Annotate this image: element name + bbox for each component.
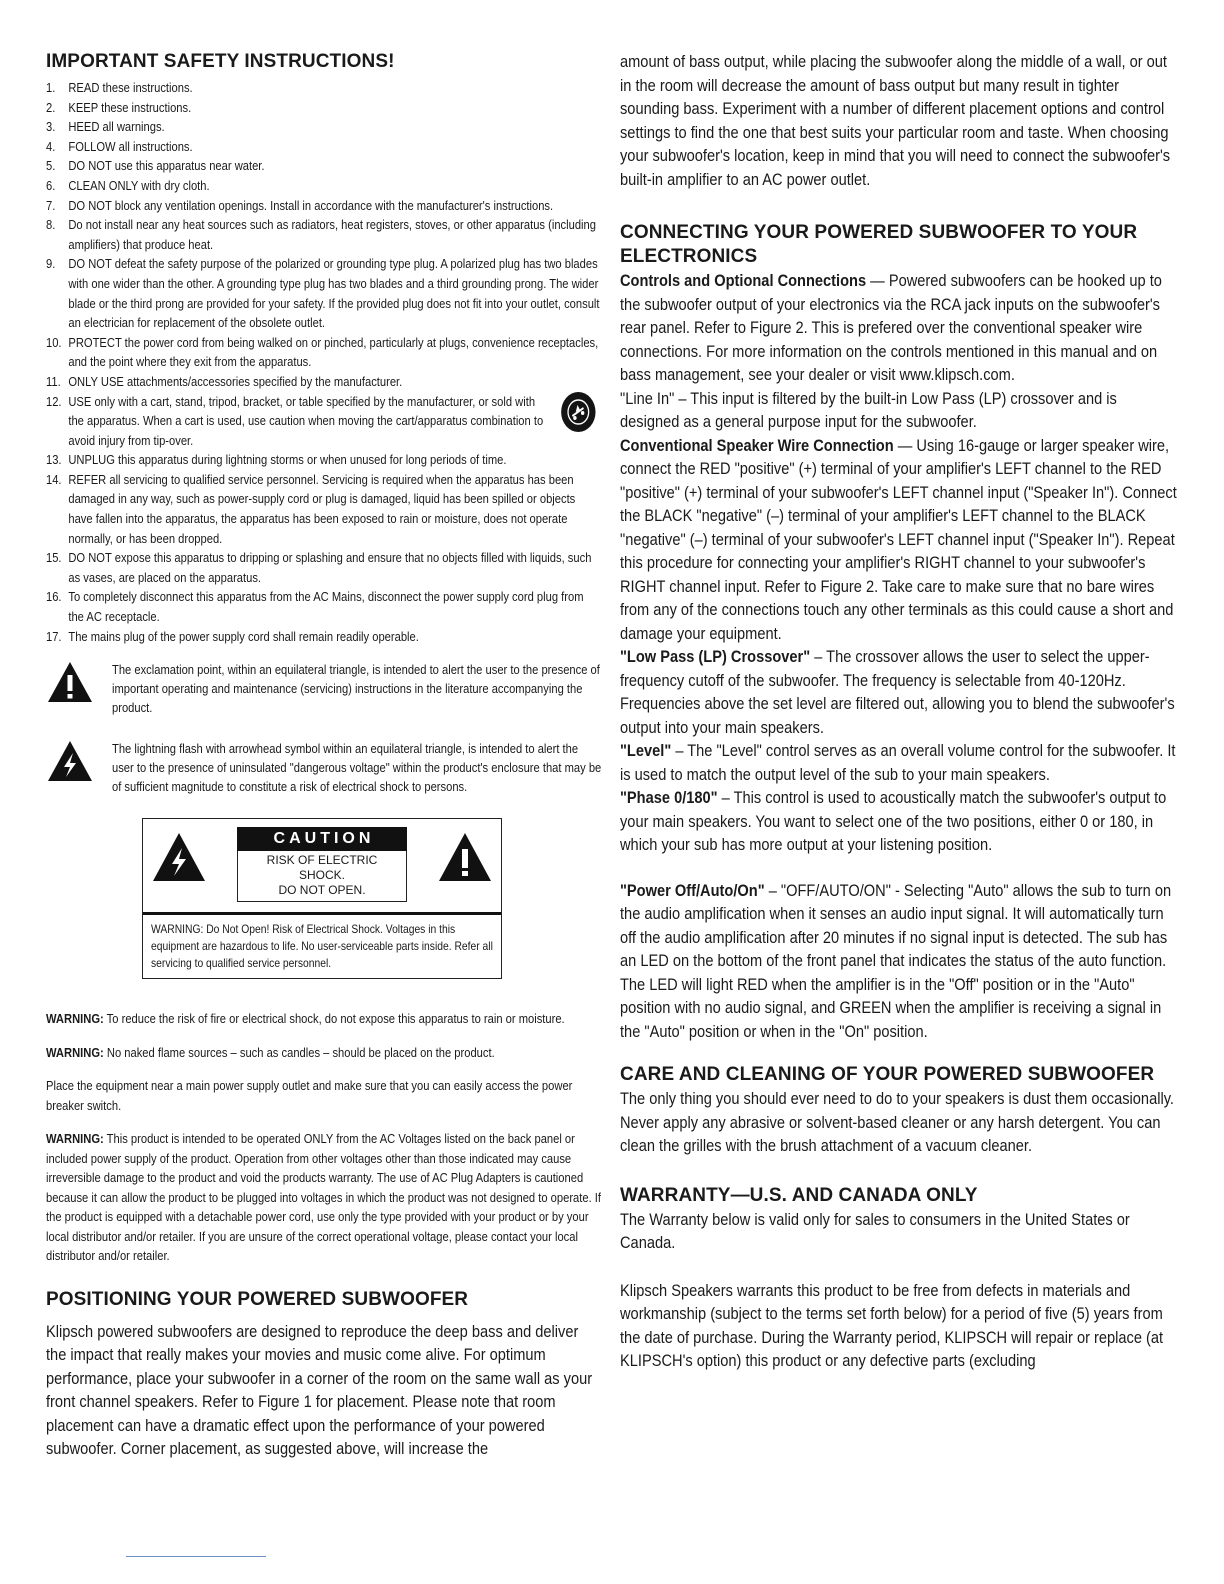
power-outlet-note: Place the equipment near a main power supply outlet and make sure that you can easily access the power breaker switch. xyxy=(46,1078,573,1113)
speaker-wire-text: — Using 16-gauge or larger speaker wire, connect the RED "positive" (+) terminal of your amplifier's LEFT channel to the RED "positive" (+) terminal of your subwoofer's LEFT channel input ("Speaker In"). Connect the BLACK "negative" (–) terminal of your amplifier's LEFT channel to the BLACK "negative" (–) terminal of your subwoofer's LEFT channel input ("Speaker In"). Repeat this procedure for connecting your amplifier's RIGHT channel to your subwoofer's RIGHT channel input. Refer to Figure 2. Take care to make sure that no bare wires from any of the connections touch any other terminals as this could cause a short and damage your equipment. xyxy=(620,435,1177,643)
phase-lead: "Phase 0/180" xyxy=(620,788,718,807)
lightning-triangle-icon xyxy=(46,739,94,783)
instruction-text: HEED all warnings. xyxy=(68,119,165,135)
caution-title: CAUTION xyxy=(237,827,407,851)
phase-text: – This control is used to acoustically match the subwoofer's output to your main speakers. You want to select one of the two positions, either 0 or 180, in which your sub has more output at your listening position. xyxy=(620,788,1167,854)
caution-subtitle xyxy=(237,851,407,902)
level-text: – The "Level" control serves as an overall volume control for the subwoofer. It is used to match the output level of the sub to your main speakers. xyxy=(620,741,1176,784)
power-paragraph xyxy=(620,879,1180,1044)
instruction-text: PROTECT the power cord from being walked on or pinched, particularly at plugs, convenience receptacles, and the point where they exit from the apparatus. xyxy=(68,334,599,370)
safety-list-wrap xyxy=(46,78,602,646)
warning-flame xyxy=(46,1043,602,1063)
warranty-wrap xyxy=(620,1208,1180,1373)
instruction-item xyxy=(46,176,602,196)
instruction-number: 7. xyxy=(46,197,56,213)
caution-line1: RISK OF ELECTRIC SHOCK. xyxy=(266,853,378,883)
instruction-item xyxy=(46,627,602,647)
caution-divider xyxy=(143,912,501,915)
instruction-item xyxy=(46,392,602,451)
instruction-number: 13. xyxy=(46,452,62,468)
instruction-number: 6. xyxy=(46,177,56,193)
instruction-item xyxy=(46,587,602,626)
warning-rain xyxy=(46,1009,602,1029)
exclamation-text: The exclamation point, within an equilateral triangle, is intended to alert the user to the presence of important operating and maintenance (servicing) instructions in the literature accompanying the product. xyxy=(112,662,600,716)
instruction-text: Do not install near any heat sources such as radiators, heat registers, stoves, or other apparatus (including amplifiers) that produce heat. xyxy=(68,217,596,252)
instruction-text: KEEP these instructions. xyxy=(68,99,192,115)
level-lead: "Level" xyxy=(620,741,672,760)
safety-instructions-list xyxy=(46,78,602,646)
lowpass-paragraph xyxy=(620,645,1180,739)
caution-text-wrap xyxy=(151,921,493,972)
lightning-symbol-note xyxy=(46,739,602,796)
lowpass-text: – The crossover allows the user to select the upper-frequency cutoff of the subwoofer. The frequency is selectable from 40-120Hz. Frequencies above the set level are filtered out, allowing you to blend the subwoofer's output into your main speakers. xyxy=(620,647,1175,737)
left-column xyxy=(46,50,602,1461)
controls-wrap xyxy=(620,269,1180,1043)
instruction-text: DO NOT use this apparatus near water. xyxy=(68,158,265,174)
instruction-item xyxy=(46,215,602,254)
caution-line2: DO NOT OPEN. xyxy=(278,883,366,898)
instruction-text: USE only with a cart, stand, tripod, bracket, or table specified by the manufacturer, or sold with the apparatus. When a cart is used, use caution when moving the cart/apparatus combination to avoid injury from tip-over. xyxy=(68,393,544,448)
instruction-text: UNPLUG this apparatus during lightning storms or when unused for long periods of time. xyxy=(68,452,507,468)
care-heading: CARE AND CLEANING OF YOUR POWERED SUBWOOFER xyxy=(620,1064,1155,1085)
instruction-number: 14. xyxy=(46,471,62,487)
instruction-text: ONLY USE attachments/accessories specified by the manufacturer. xyxy=(68,373,403,389)
page-edge-mark xyxy=(126,1556,266,1557)
instruction-text: REFER all servicing to qualified service personnel. Servicing is required when the apparatus has been damaged in any way, such as power-supply cord or plug is damaged, liquid has been spilled or objects have fallen into the apparatus, the apparatus has been exposed to rain or moisture, does not operate normally, or has been dropped. xyxy=(68,471,576,546)
warning-label: WARNING: xyxy=(46,1011,104,1027)
instruction-number: 15. xyxy=(46,550,62,566)
warning-rain-text: To reduce the risk of fire or electrical shock, do not expose this apparatus to rain or moisture. xyxy=(106,1011,565,1027)
positioning-heading: POSITIONING YOUR POWERED SUBWOOFER xyxy=(46,1288,469,1310)
level-paragraph xyxy=(620,739,1180,786)
speaker-wire-lead: Conventional Speaker Wire Connection xyxy=(620,435,894,455)
warranty-text-2: Klipsch Speakers warrants this product to be free from defects in materials and workmanship (subject to the terms set forth below) for a period of five (5) years from the date of purchase. During the Warranty period, KLIPSCH will repair or replace (at KLIPSCH's option) this product or any defective parts (excluding xyxy=(620,1280,1164,1370)
lightning-text-wrap xyxy=(112,739,602,796)
instruction-number: 9. xyxy=(46,256,56,272)
instruction-number: 2. xyxy=(46,99,56,115)
positioning-text: Klipsch powered subwoofers are designed to reproduce the deep bass and deliver the impact that really makes your movies and music come alive. For optimum performance, place your subwoofer in a corner of the room on the same wall as your front channel speakers. Refer to Figure 1 for placement. Please note that room placement can have a dramatic effect upon the performance of your powered subwoofer. Corner placement, as suggested above, will increase the xyxy=(46,1321,593,1459)
lowpass-lead: "Low Pass (LP) Crossover" xyxy=(620,647,811,666)
power-text: – "OFF/AUTO/ON" - Selecting "Auto" allows the sub to turn on the audio amplification when it senses an audio input signal. It will automatically turn off the audio amplification after 20 minutes if no signal input is detected. The sub has an LED on the bottom of the front panel that indicates the status of the auto function. The LED will light RED when the amplifier is in the "Off" position or in the "Auto" position with no audio signal, and GREEN when the amplifier is receiving a signal in the "Auto" position or when in the "On" position. xyxy=(620,880,1172,1041)
warning-label: WARNING: xyxy=(46,1044,104,1060)
instruction-number: 3. xyxy=(46,119,56,135)
warning-voltage-text: This product is intended to be operated ONLY from the AC Voltages listed on the back panel or included power supply of the product. Operation from other voltages other than those indicated may cause irreversible damage to the product and void the products warranty. The use of AC Plug Adapters is cautioned because it can allow the product to be plugged into voltages in which the product was not designed to operate. If the product is equipped with a detachable power cord, use only the type provided with your product or by your local distributor and/or retailer. If you are unsure of the correct operational voltage, please contact your local distributor and/or retailer. xyxy=(46,1131,602,1264)
caution-label xyxy=(142,818,502,979)
controls-lead: Controls and Optional Connections xyxy=(620,271,867,290)
instruction-number: 8. xyxy=(46,217,56,233)
instruction-item xyxy=(46,548,602,587)
instruction-item xyxy=(46,450,602,470)
lightning-triangle-icon xyxy=(151,831,207,883)
instruction-text: DO NOT defeat the safety purpose of the polarized or grounding type plug. A polarized plug has two blades with one wider than the other. A grounding type plug has two blades and a third grounding prong. The wider blade or the third prong are provided for your safety. If the provided plug does not fit into your outlet, consult an electrician for replacement of the obsolete outlet. xyxy=(68,256,600,331)
instruction-item xyxy=(46,372,602,392)
warning-flame-text: No naked flame sources – such as candles – should be placed on the product. xyxy=(106,1044,495,1060)
instruction-item xyxy=(46,98,602,118)
speaker-wire-paragraph xyxy=(620,434,1180,646)
caution-warning-text: WARNING: Do Not Open! Risk of Electrical Shock. Voltages in this equipment are hazardous to life. No user-serviceable parts inside. Refer all servicing to qualified service personnel. xyxy=(151,922,493,971)
line-in-paragraph: "Line In" – This input is filtered by the built-in Low Pass (LP) crossover and is designed as a general purpose input for the subwoofer. xyxy=(620,388,1117,431)
exclamation-symbol-note xyxy=(46,660,602,717)
instruction-item xyxy=(46,196,602,216)
instruction-number: 5. xyxy=(46,158,56,174)
instruction-number: 12. xyxy=(46,393,62,409)
instruction-number: 10. xyxy=(46,334,62,350)
exclamation-text-wrap xyxy=(112,660,602,717)
instruction-item xyxy=(46,254,602,332)
instruction-item xyxy=(46,156,602,176)
positioning-wrap xyxy=(46,1320,602,1461)
instruction-number: 1. xyxy=(46,80,56,95)
instruction-text: DO NOT block any ventilation openings. Install in accordance with the manufacturer's instructions. xyxy=(68,197,554,213)
caution-top-row xyxy=(151,827,493,902)
controls-paragraph xyxy=(620,269,1180,387)
instruction-item xyxy=(46,117,602,137)
instruction-number: 4. xyxy=(46,138,56,154)
exclamation-triangle-icon xyxy=(437,831,493,883)
instruction-text: DO NOT expose this apparatus to dripping or splashing and ensure that no objects filled with liquids, such as vases, are placed on the apparatus. xyxy=(68,550,592,585)
instruction-item xyxy=(46,78,602,98)
power-lead: "Power Off/Auto/On" xyxy=(620,880,765,900)
instruction-text: CLEAN ONLY with dry cloth. xyxy=(68,177,210,193)
instruction-number: 16. xyxy=(46,589,62,605)
warning-voltage xyxy=(46,1129,602,1266)
warnings-wrap xyxy=(46,1009,602,1266)
care-wrap xyxy=(620,1087,1180,1158)
warranty-text-1: The Warranty below is valid only for sales to consumers in the United States or Canada. xyxy=(620,1209,1130,1252)
positioning-continued-wrap xyxy=(620,50,1180,191)
care-text: The only thing you should ever need to do to your speakers is dust them occasionally. Never apply any abrasive or solvent-based cleaner or any harsh detergent. You can clean the grilles with the brush attachment of a vacuum cleaner. xyxy=(620,1089,1174,1155)
lightning-text: The lightning flash with arrowhead symbol within an equilateral triangle, is intended to alert the user to the presence of uninsulated "dangerous voltage" within the product's enclosure that may be of sufficient magnitude to constitute a risk of electrical shock to persons. xyxy=(112,741,602,795)
instruction-item xyxy=(46,470,602,548)
important-safety-heading: IMPORTANT SAFETY INSTRUCTIONS! xyxy=(46,51,395,72)
instruction-number: 17. xyxy=(46,628,62,644)
instruction-number: 11. xyxy=(46,373,61,389)
instruction-text: To completely disconnect this apparatus from the AC Mains, disconnect the power supply cord plug from the AC receptacle. xyxy=(68,589,584,625)
positioning-continued-text: amount of bass output, while placing the subwoofer along the middle of a wall, or out in the room will decrease the amount of bass output but many result in tighter sounding bass. Experiment with a number of different placement options and control settings to find the one that best suits your particular room and taste. When choosing your subwoofer's location, keep in mind that you will need to connect the subwoofer's built-in amplifier to an AC power outlet. xyxy=(620,52,1171,189)
instruction-item xyxy=(46,137,602,157)
cart-tip-over-icon xyxy=(561,392,595,432)
warranty-heading: WARRANTY—U.S. AND CANADA ONLY xyxy=(620,1184,978,1206)
right-column xyxy=(620,50,1180,1373)
instruction-text: READ these instructions. xyxy=(68,80,193,95)
instruction-text: FOLLOW all instructions. xyxy=(68,138,193,154)
connecting-heading: CONNECTING YOUR POWERED SUBWOOFER TO YOUR ELECTRONICS xyxy=(620,222,1138,267)
caution-center xyxy=(237,827,407,902)
controls-text: — Powered subwoofers can be hooked up to the subwoofer output of your electronics via the RCA jack inputs on the subwoofer's rear panel. Refer to Figure 2. This is prefered over the conventional speaker wire connections. For more information on the controls mentioned in this manual and on bass management, see your dealer or visit www.klipsch.com. xyxy=(620,271,1162,384)
instruction-text: The mains plug of the power supply cord shall remain readily operable. xyxy=(68,628,419,644)
warning-label: WARNING: xyxy=(46,1131,104,1147)
phase-paragraph xyxy=(620,786,1180,857)
instruction-item xyxy=(46,333,602,372)
exclamation-triangle-icon xyxy=(46,660,94,704)
